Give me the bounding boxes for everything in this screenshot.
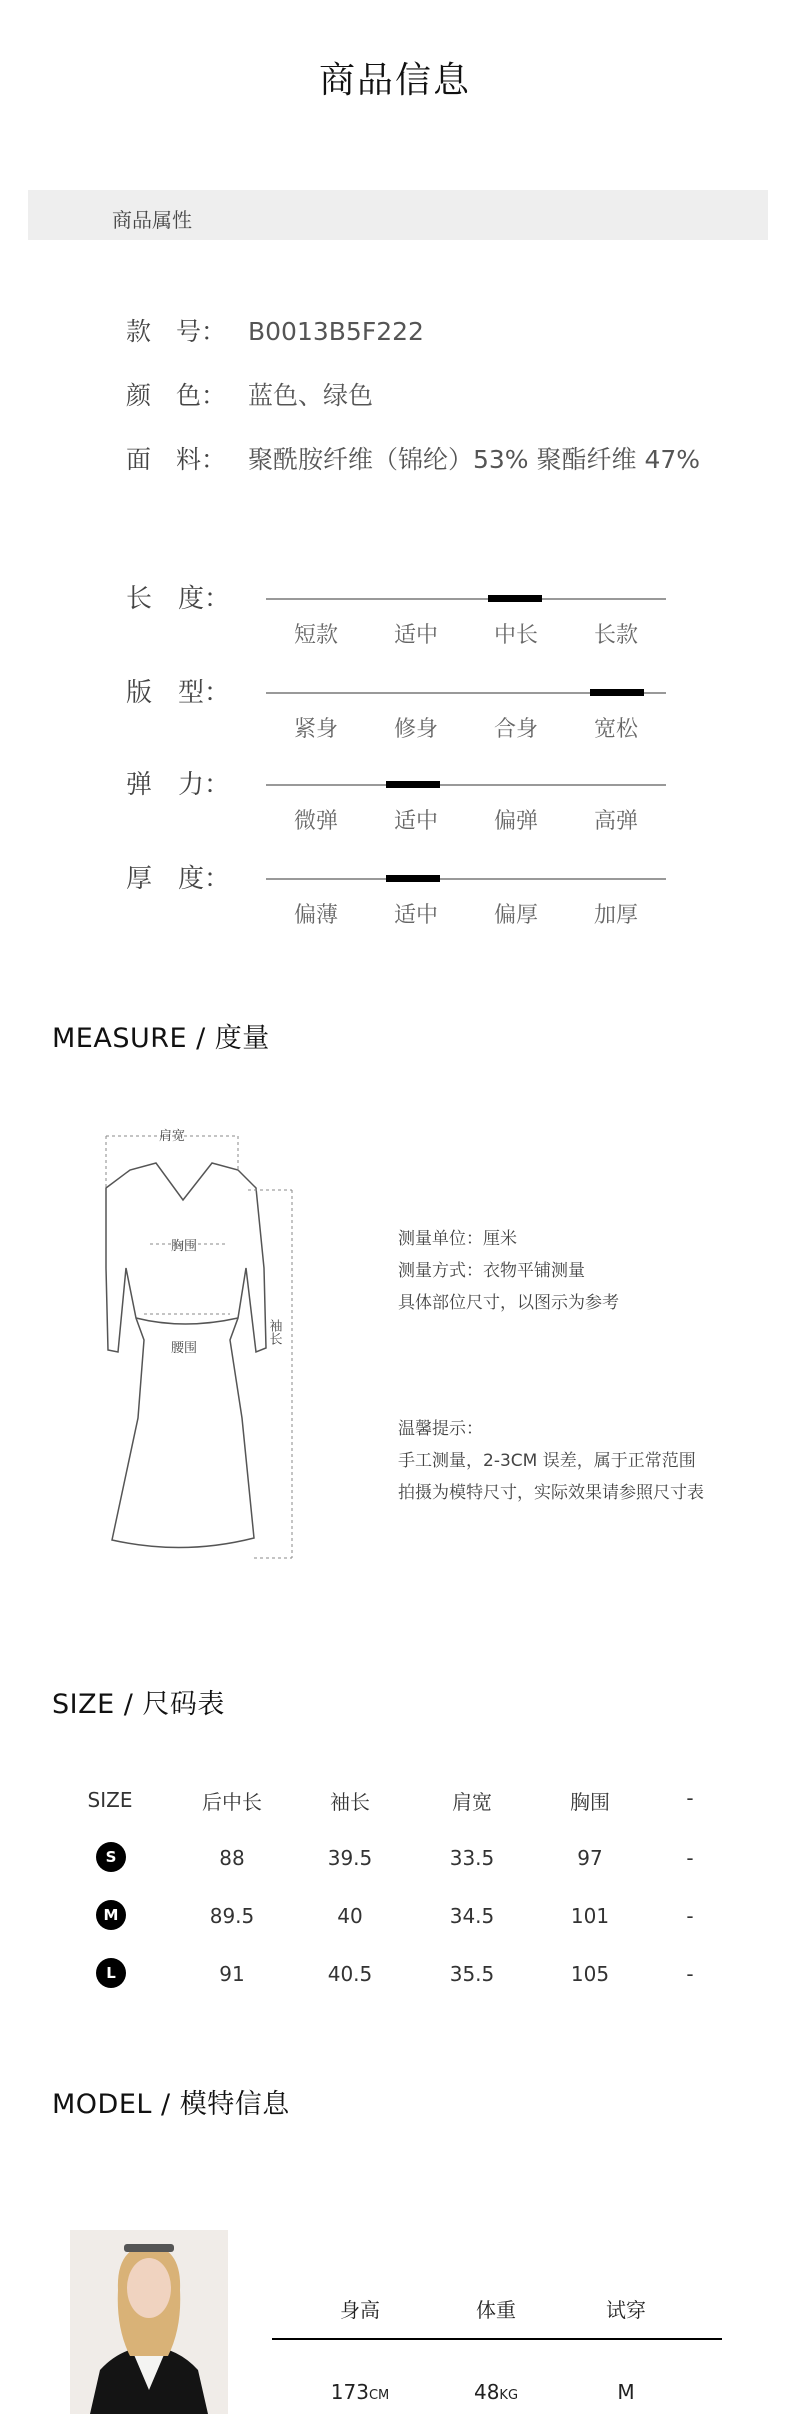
fit-scale-option: 适中	[393, 809, 438, 834]
size-cell: 40	[337, 1904, 363, 1928]
fit-scale-option: 长款	[593, 623, 638, 648]
info-row-fabric	[126, 440, 700, 476]
size-cell: -	[686, 1904, 694, 1928]
model-heading: MODEL / 模特信息	[52, 2089, 290, 2120]
size-badge: S	[96, 1842, 126, 1872]
fit-scale-option: 加厚	[593, 903, 638, 928]
fit-scale-option: 宽松	[593, 717, 638, 742]
size-cell: 33.5	[449, 1846, 495, 1870]
size-cell: -	[686, 1962, 694, 1986]
fit-scale-track	[266, 878, 666, 880]
model-table-divider	[272, 2338, 722, 2340]
size-cell: 88	[219, 1846, 245, 1870]
size-badge: L	[96, 1958, 126, 1988]
info-key: 面 料：	[126, 445, 227, 474]
size-cell: 34.5	[449, 1904, 495, 1928]
measure-note: 温馨提示：	[398, 1419, 483, 1439]
diagram-label-shoulder: 肩宽	[158, 1129, 186, 1144]
info-value: 聚酰胺纤维（锦纶）53% 聚酯纤维 47%	[248, 445, 701, 474]
size-cell: 89.5	[209, 1904, 255, 1928]
model-height: 173CM	[330, 2380, 390, 2404]
fit-scale-marker	[488, 595, 542, 602]
fit-scale-option: 修身	[393, 717, 438, 742]
model-photo	[70, 2230, 228, 2414]
size-heading: SIZE / 尺码表	[52, 1689, 225, 1720]
size-cell: 105	[570, 1962, 610, 1986]
size-cell: 91	[219, 1962, 245, 1986]
size-header: 胸围	[570, 1790, 610, 1814]
info-row-color	[126, 376, 373, 412]
size-cell: 39.5	[327, 1846, 373, 1870]
model-weight: 48KG	[473, 2380, 519, 2404]
size-cell: -	[686, 1846, 694, 1870]
waist-seam	[136, 1318, 238, 1324]
fit-scale-label: 弹 力：	[126, 770, 231, 800]
measure-note: 测量方式：衣物平铺测量	[398, 1261, 585, 1281]
size-header: -	[686, 1786, 694, 1810]
model-header: 身高	[340, 2298, 380, 2322]
diagram-label-chest: 胸围	[170, 1239, 198, 1254]
model-fit: M	[617, 2380, 635, 2404]
fit-scale	[126, 866, 686, 936]
size-cell: 101	[570, 1904, 610, 1928]
diagram-label-sleeve: 袖长	[266, 1319, 282, 1345]
measure-heading: MEASURE / 度量	[52, 1023, 270, 1054]
attributes-bar	[28, 190, 768, 240]
size-cell: 40.5	[327, 1962, 373, 1986]
measure-note: 测量单位：厘米	[398, 1229, 517, 1249]
fit-scale-option: 高弹	[593, 809, 638, 834]
fit-scale-track	[266, 598, 666, 600]
measure-note: 拍摄为模特尺寸，实际效果请参照尺寸表	[398, 1483, 704, 1503]
info-key: 款 号：	[126, 317, 227, 346]
fit-scale-label: 版 型：	[126, 678, 231, 708]
fit-scale-option: 中长	[493, 623, 538, 648]
diagram-label-waist: 腰围	[170, 1341, 198, 1356]
size-header: SIZE	[87, 1788, 133, 1812]
size-header: 后中长	[202, 1790, 262, 1814]
fit-scale-label: 长 度：	[126, 584, 231, 614]
fit-scale-option: 适中	[393, 903, 438, 928]
info-value: B0013B5F222	[248, 317, 424, 346]
info-value: 蓝色、绿色	[248, 381, 374, 410]
size-header: 肩宽	[452, 1790, 492, 1814]
measure-note: 手工测量，2-3CM 误差，属于正常范围	[398, 1451, 696, 1471]
fit-scale	[126, 772, 686, 842]
fit-scale-marker	[386, 875, 440, 882]
size-header: 袖长	[330, 1790, 370, 1814]
measure-note: 具体部位尺寸，以图示为参考	[398, 1293, 619, 1313]
fit-scale-option: 微弹	[293, 809, 338, 834]
fit-scale-track	[266, 784, 666, 786]
page-title: 商品信息	[318, 60, 471, 101]
model-header: 试穿	[606, 2298, 646, 2322]
info-row-style-number	[126, 312, 424, 348]
dress-diagram	[78, 1118, 308, 1578]
fit-scale-option: 合身	[493, 717, 538, 742]
size-cell: 97	[577, 1846, 603, 1870]
fit-scale	[126, 586, 686, 656]
fit-scale-marker	[590, 689, 644, 696]
info-key: 颜 色：	[126, 381, 227, 410]
size-badge: M	[96, 1900, 126, 1930]
fit-scale-option: 偏弹	[493, 809, 538, 834]
fit-scale-option: 偏厚	[493, 903, 538, 928]
attributes-bar-label: 商品属性	[112, 208, 192, 232]
fit-scale-option: 短款	[293, 623, 338, 648]
fit-scale-option: 偏薄	[293, 903, 338, 928]
fit-scale-option: 紧身	[293, 717, 338, 742]
size-cell: 35.5	[449, 1962, 495, 1986]
fit-scale-marker	[386, 781, 440, 788]
fit-scale-option: 适中	[393, 623, 438, 648]
model-header: 体重	[476, 2298, 516, 2322]
model-illustration	[70, 2230, 228, 2414]
fit-scale-label: 厚 度：	[126, 864, 231, 894]
fit-scale	[126, 680, 686, 750]
